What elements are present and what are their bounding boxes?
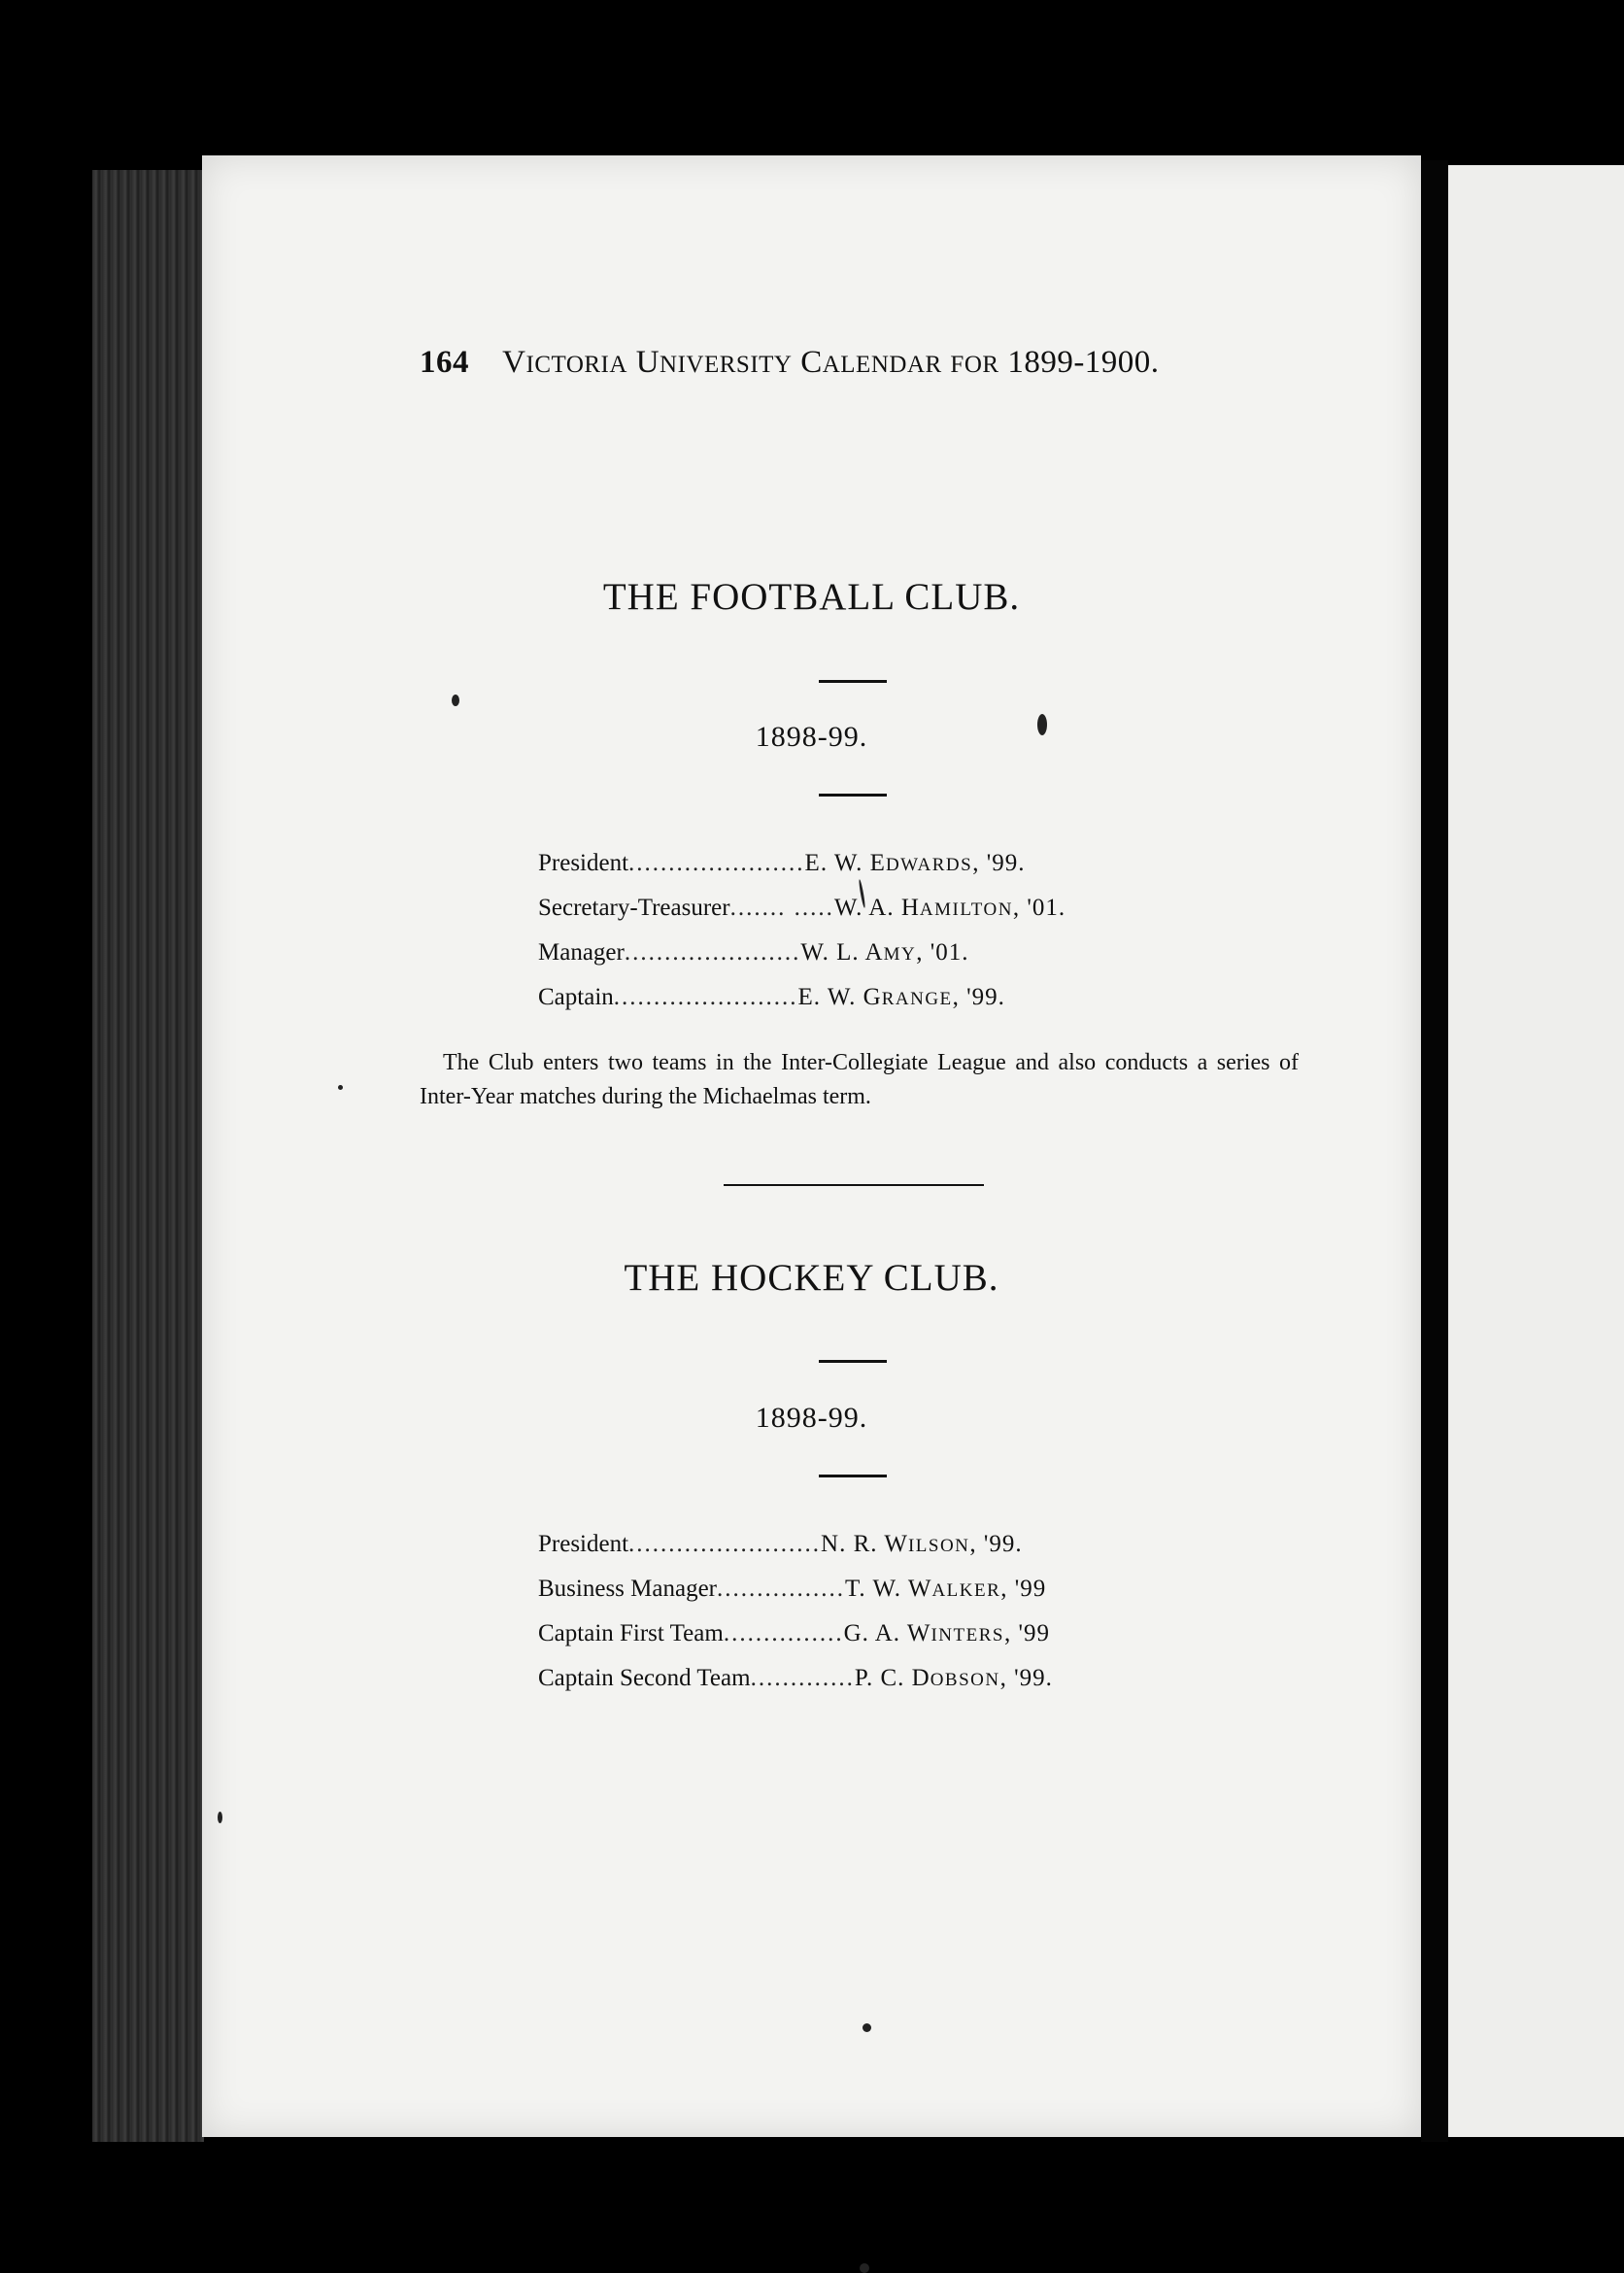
football-officers <box>538 850 1066 1029</box>
leader-dots: ....... ..... <box>729 895 834 921</box>
officer-role: President <box>538 1531 629 1557</box>
page <box>202 155 1421 2137</box>
page-number: 164 <box>420 345 469 380</box>
football-season: 1898-99. <box>755 721 868 753</box>
page-gutter <box>1421 160 1448 2142</box>
header-years: 1899-1900. <box>1007 345 1160 380</box>
officer-role: Business Manager <box>538 1576 717 1602</box>
hockey-title-rule <box>819 1360 887 1363</box>
officer-name: W. A. HAMILTON, '01. <box>833 895 1066 921</box>
leader-dots: ............... <box>723 1620 844 1646</box>
speck <box>338 1085 343 1090</box>
hockey-officers <box>538 1531 1053 1710</box>
officer-row <box>538 1531 1053 1576</box>
officer-role: Captain Second Team <box>538 1665 751 1691</box>
officer-name: G. A. WINTERS, '99 <box>843 1620 1050 1646</box>
football-note: The Club enters two teams in the Inter-Collegiate League and also conducts a series of Inter-Year matches during the Michaelmas term. <box>420 1050 1299 1109</box>
hockey-club-title: THE HOCKEY CLUB. <box>624 1257 999 1299</box>
officer-row <box>538 939 1066 984</box>
officer-role: Secretary-Treasurer <box>538 895 730 921</box>
officer-name: E. W. GRANGE, '99. <box>797 984 1005 1010</box>
speck <box>218 1812 222 1823</box>
officer-role: President <box>538 850 629 876</box>
speck <box>860 2263 869 2273</box>
officer-row <box>538 1620 1053 1665</box>
officer-name: N. R. WILSON, '99. <box>821 1531 1023 1557</box>
leader-dots: ....................... <box>613 984 798 1010</box>
football-title-rule <box>819 680 887 683</box>
officer-row <box>538 984 1066 1029</box>
officer-name: P. C. DOBSON, '99. <box>854 1665 1053 1691</box>
header-word-3: CALENDAR <box>800 345 942 380</box>
officer-role: Captain <box>538 984 614 1010</box>
running-header <box>420 345 1216 381</box>
leader-dots: ............. <box>750 1665 855 1691</box>
leader-dots: ........................ <box>628 1531 822 1557</box>
section-divider <box>724 1184 984 1186</box>
football-season-rule <box>819 794 887 797</box>
leader-dots: ................ <box>717 1576 845 1602</box>
officer-name: E. W. EDWARDS, '99. <box>804 850 1026 876</box>
leader-dots: ...................... <box>624 939 801 966</box>
speck <box>863 2023 871 2032</box>
header-word-2: UNIVERSITY <box>635 345 793 380</box>
officer-role: Manager <box>538 939 625 966</box>
officer-row <box>538 1665 1053 1710</box>
officer-role: Captain First Team <box>538 1620 724 1646</box>
officer-row <box>538 850 1066 895</box>
speck <box>452 695 459 706</box>
officer-name: T. W. WALKER, '99 <box>845 1576 1047 1602</box>
hockey-season: 1898-99. <box>755 1402 868 1434</box>
officer-row <box>538 895 1066 939</box>
book-edge <box>92 170 204 2142</box>
leader-dots: ...................... <box>628 850 805 876</box>
header-word-4: FOR <box>950 352 999 378</box>
football-club-title: THE FOOTBALL CLUB. <box>602 576 1021 618</box>
hockey-season-rule <box>819 1475 887 1477</box>
header-word-1: VICTORIA <box>502 345 627 380</box>
next-page-edge <box>1448 165 1624 2137</box>
officer-name: W. L. AMY, '01. <box>800 939 969 966</box>
officer-row <box>538 1576 1053 1620</box>
